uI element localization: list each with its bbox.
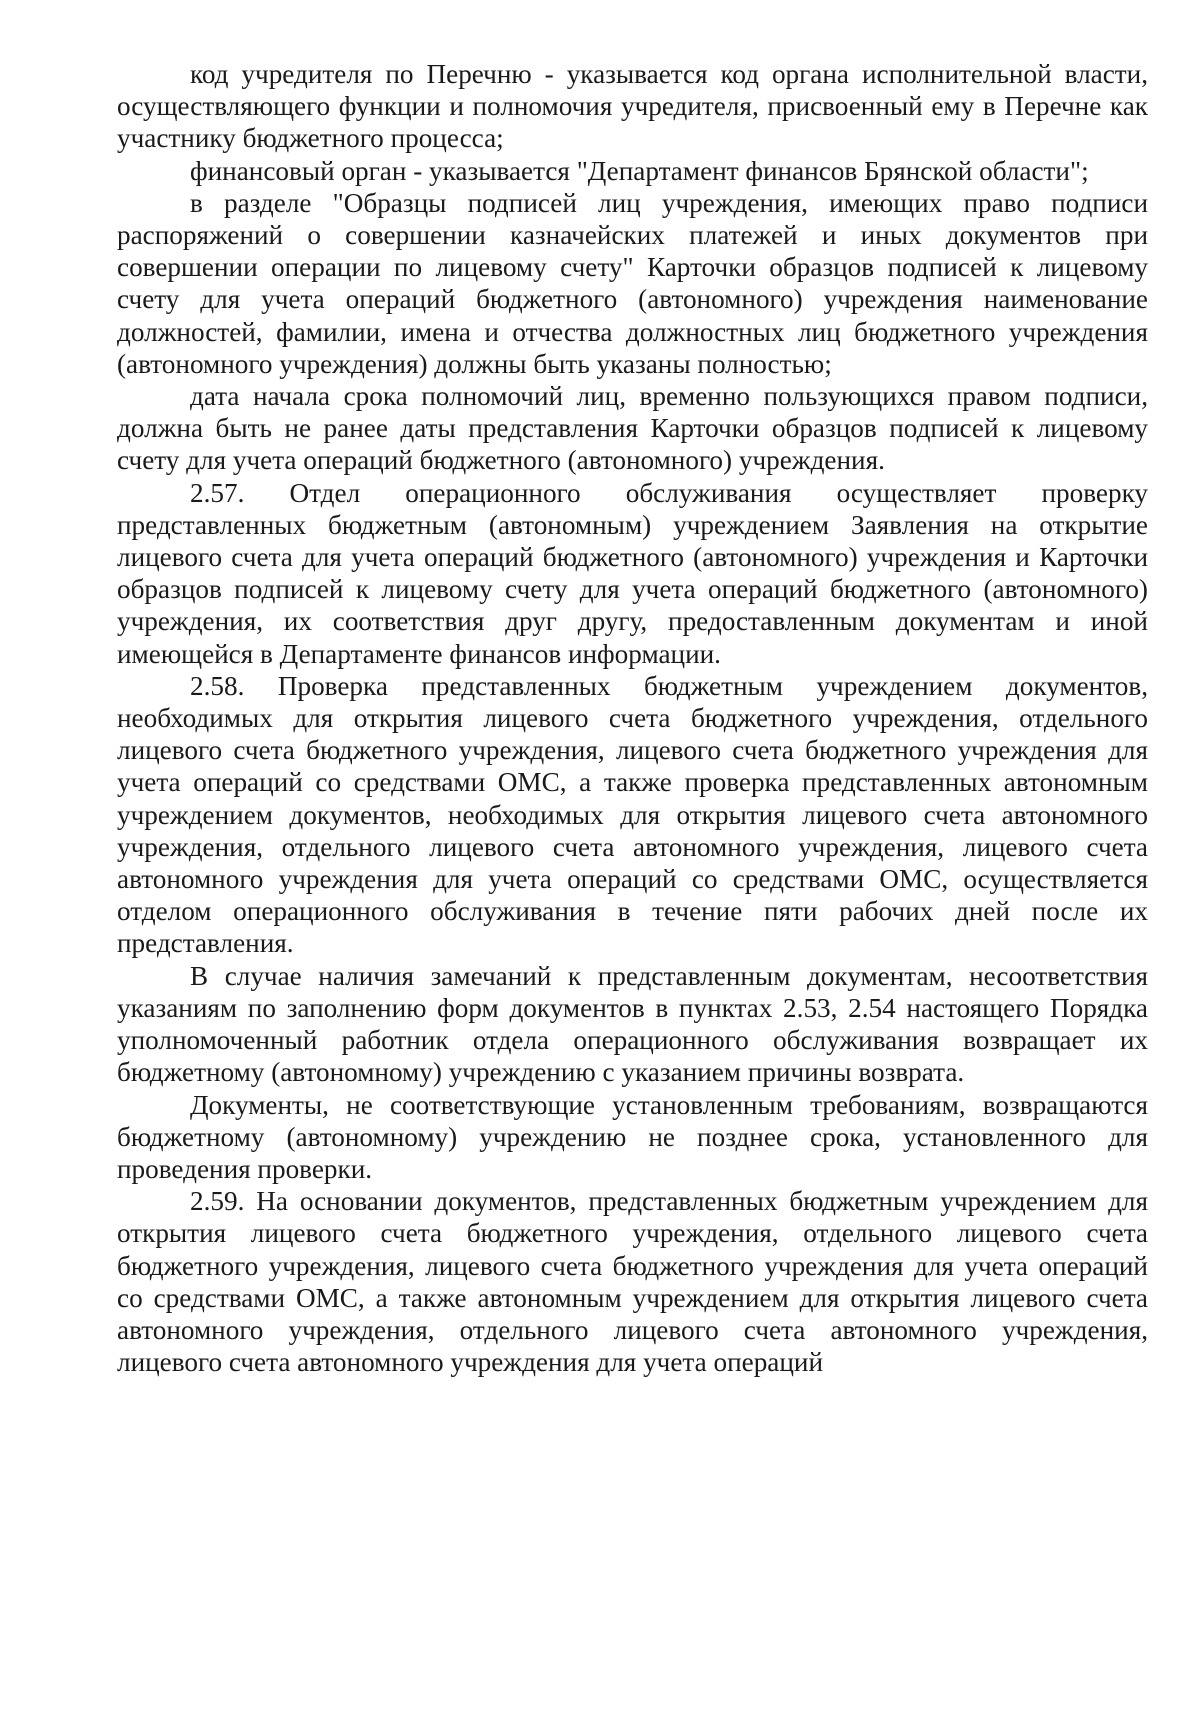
paragraph-remarks: В случае наличия замечаний к представленным документам, несоответствия указаниям по заполнению форм документов в пунктах 2.53, 2.54 настоящего Порядка уполномоченный работник отдела операционного обслуживания возвращает их бюджетному (автономному) учреждению с указанием причины возврата. — [117, 960, 1148, 1088]
paragraph-financial-body: финансовый орган - указывается "Департамент финансов Брянской области"; — [190, 155, 1089, 186]
paragraph-2-57: 2.57. Отдел операционного обслуживания осуществляет проверку представленных бюджетным (автономным) учреждением Заявления на открытие лицевого счета для учета операций бюджетного (автономного) учреждения и Карточки образцов подписей к лицевому счету для учета операций бюджетного (автономного) учреждения, их соответствия друг другу, предоставленным документам и иной имеющейся в Департаменте финансов информации. — [117, 477, 1148, 669]
paragraph-authority-start-date: дата начала срока полномочий лиц, временно пользующихся правом подписи, должна быть не ранее даты представления Карточки образцов подписей к лицевому счету для учета операций бюджетного (автономного) учреждения. — [117, 381, 1148, 476]
paragraph-returned-documents: Документы, не соответствующие установленным требованиям, возвращаются бюджетному (автономному) учреждению не позднее срока, установленного для проведения проверки. — [117, 1089, 1148, 1184]
paragraph-founder-code: код учредителя по Перечню - указывается код органа исполнительной власти, осуществляющего функции и полномочия учредителя, присвоенный ему в Перечне как участнику бюджетного процесса; — [117, 59, 1148, 154]
paragraph-signature-section: в разделе "Образцы подписей лиц учреждения, имеющих право подписи распоряжений о совершении казначейских платежей и иных документов при совершении операции по лицевому счету" Карточки образцов подписей к лицевому счету для учета операций бюджетного (автономного) учреждения наименование должностей, фамилии, имена и отчества должностных лиц бюджетного учреждения (автономного учреждения) должны быть указаны полностью; — [117, 187, 1148, 379]
paragraph-2-58: 2.58. Проверка представленных бюджетным учреждением документов, необходимых для открытия лицевого счета бюджетного учреждения, отдельного лицевого счета бюджетного учреждения, лицевого счета бюджетного учреждения для учета операций со средствами ОМС, а также проверка представленных автономным учреждением документов, необходимых для открытия лицевого счета автономного учреждения, отдельного лицевого счета автономного учреждения, лицевого счета автономного учреждения для учета операций со средствами ОМС, осуществляется отделом операционного обслуживания в течение пяти рабочих дней после их представления. — [117, 670, 1148, 959]
document-body — [117, 58, 1148, 1378]
paragraph-2-59: 2.59. На основании документов, представленных бюджетным учреждением для открытия лицевого счета бюджетного учреждения, отдельного лицевого счета бюджетного учреждения, лицевого счета бюджетного учреждения для учета операций со средствами ОМС, а также автономным учреждением для открытия лицевого счета автономного учреждения, отдельного лицевого счета автономного учреждения, лицевого счета автономного учреждения для учета операций — [117, 1186, 1148, 1378]
